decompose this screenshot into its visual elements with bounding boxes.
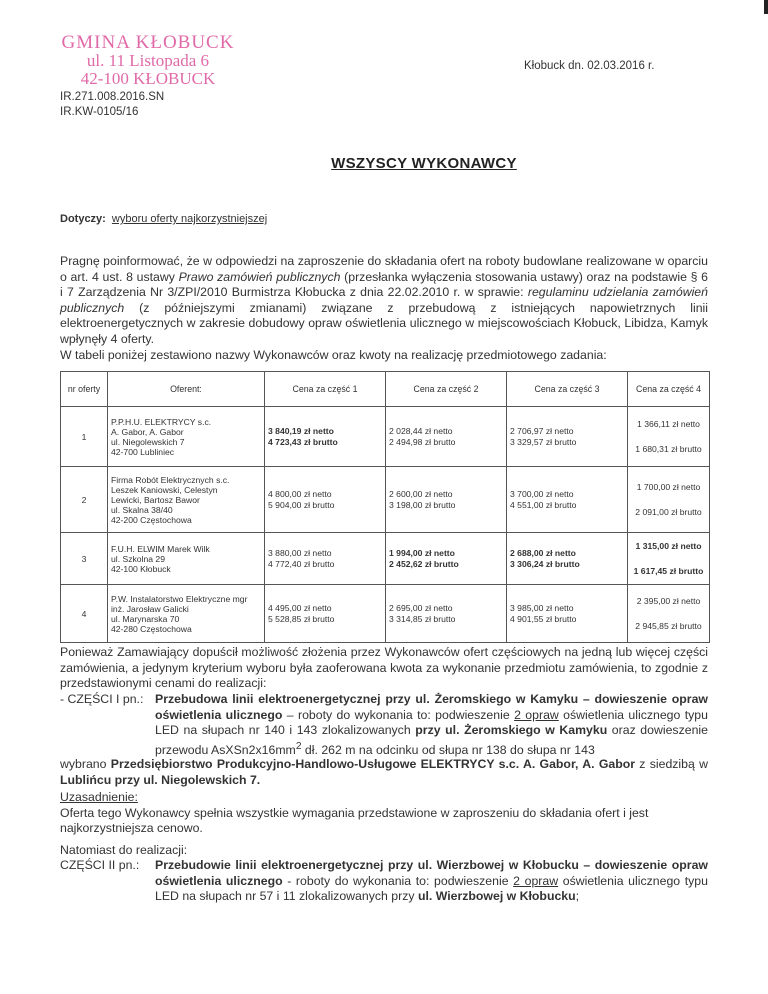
price-netto: 2 600,00 zł netto xyxy=(389,488,453,499)
offerent-line: 42-700 Lubliniec xyxy=(111,446,175,457)
part1-body xyxy=(155,692,708,758)
price-brutto: 3 198,00 zł brutto xyxy=(389,499,456,510)
selected-text-2: z siedzibą w xyxy=(635,757,708,771)
price-brutto: 3 329,57 zł brutto xyxy=(510,436,577,447)
part2-description xyxy=(60,858,708,905)
part2-text-3: ; xyxy=(575,889,580,904)
subject-value: wyboru oferty najkorzystniejszej xyxy=(111,213,268,225)
page-edge-mark xyxy=(764,0,768,14)
price-netto: 1 366,11 zł netto xyxy=(637,418,700,429)
price-brutto: 5 528,85 zł brutto xyxy=(268,613,335,624)
offerent-line: ul. Szkolna 29 xyxy=(111,553,165,564)
offerent-cell xyxy=(108,467,265,533)
reference-numbers xyxy=(60,90,164,120)
header-part4: Cena za część 4 xyxy=(628,372,710,407)
price-netto: 4 800,00 zł netto xyxy=(268,488,332,499)
offerent-line: F.U.H. ELWIM Marek Wilk xyxy=(111,543,210,554)
next-label: Natomiast do realizacji: xyxy=(60,843,188,857)
part2-lead: CZĘŚCI II pn.: xyxy=(60,858,140,872)
selected-text-1: wybrano xyxy=(60,757,111,771)
office-stamp xyxy=(48,34,248,88)
decision-paragraph: Ponieważ Zamawiający dopuścił możliwość złożenia przez Wykonawców ofert częściowych na jedną lub więcej części zamówienia, a jedynym kryterium wyboru była zaoferowana kwota za wykonanie przedmiotu zamówienia, to zgodnie z przedstawionymi cenami do realizacji: xyxy=(60,645,708,691)
offerent-line: A. Gabor, A. Gabor xyxy=(111,426,184,437)
place-date: Kłobuck dn. 02.03.2016 r. xyxy=(524,60,655,72)
part1-text-2: oświetlenia ulicznego typu LED na słupach nr 140 i 143 zlokalizowanych xyxy=(155,707,708,738)
justification xyxy=(60,790,708,837)
header-offerent: Oferent: xyxy=(108,372,265,407)
price-netto: 3 985,00 zł netto xyxy=(510,602,574,613)
header-part3: Cena za część 3 xyxy=(507,372,628,407)
table-row xyxy=(61,467,710,533)
stamp-street: ul. 11 Listopada 6 xyxy=(86,51,210,70)
price-brutto: 5 904,00 zł brutto xyxy=(268,499,335,510)
offerent-line: P.P.H.U. ELEKTRYCY s.c. xyxy=(111,416,212,427)
price-part3 xyxy=(507,533,628,585)
offerent-line: ul. Marynarska 70 xyxy=(111,613,180,624)
price-part3 xyxy=(507,407,628,467)
offerent-cell xyxy=(108,407,265,467)
selected-contractor xyxy=(60,757,708,788)
selected-address: Lublińcu przy ul. Niegolewskich 7. xyxy=(60,772,261,787)
part2-text-1: - roboty do wykonania to: podwieszenie xyxy=(282,873,514,888)
offers-table xyxy=(60,371,710,643)
header-nr: nr oferty xyxy=(61,372,108,407)
price-brutto: 4 901,55 zł brutto xyxy=(510,613,577,624)
part1-location: przy ul. Żeromskiego w Kamyku xyxy=(415,723,608,738)
price-brutto: 2 945,85 zł brutto xyxy=(635,620,702,631)
subject-label: Dotyczy: xyxy=(60,213,106,225)
price-brutto: 1 680,31 zł brutto xyxy=(635,443,702,454)
part1-superscript: 2 xyxy=(295,740,302,752)
price-brutto: 3 314,85 zł brutto xyxy=(389,613,456,624)
intro-paragraph xyxy=(60,254,708,363)
price-brutto: 4 772,40 zł brutto xyxy=(268,558,335,569)
offerent-cell xyxy=(108,585,265,643)
intro-text-3: (z późniejszymi zmianami) związane z przebudową z istniejących napowietrznych linii elektroenergetycznych w zakresie dobudowy opraw oświetlenia ulicznego w miejscowościach Kłobuck, Libidza, Kamyk wpłynęły 4 oferty. xyxy=(60,300,708,346)
price-part3 xyxy=(507,467,628,533)
reference-1: IR.271.008.2016.SN xyxy=(60,91,165,103)
price-netto: 2 028,44 zł netto xyxy=(389,425,453,436)
price-part4 xyxy=(628,533,710,585)
stamp-postal: 42-100 KŁOBUCK xyxy=(80,69,216,88)
price-brutto: 2 091,00 zł brutto xyxy=(635,506,702,517)
stamp-name: GMINA KŁOBUCK xyxy=(61,32,235,53)
intro-italic-1: Prawo zamówień publicznych xyxy=(178,269,341,284)
price-part1 xyxy=(265,585,386,643)
offerent-line: Lewicki, Bartosz Bawor xyxy=(111,494,200,505)
part1-description xyxy=(60,692,708,758)
price-part1 xyxy=(265,467,386,533)
price-netto: 1 315,00 zł netto xyxy=(635,540,702,551)
table-row xyxy=(61,407,710,467)
offerent-line: Leszek Kaniowski, Celestyn xyxy=(111,484,218,495)
subject-line xyxy=(60,213,267,225)
offerent-line: ul. Niegolewskich 7 xyxy=(111,436,185,447)
part2-text-2: oświetlenia ulicznego typu LED na słupach nr 57 i 11 zlokalizowanych przy xyxy=(155,873,708,904)
price-netto: 1 994,00 zł netto xyxy=(389,547,455,558)
price-part2 xyxy=(386,585,507,643)
justification-text: Oferta tego Wykonawcy spełnia wszystkie wymagania przedstawione w zaproszeniu do składania ofert i jest najkorzystniejsza cenowo. xyxy=(60,805,649,836)
offer-nr: 3 xyxy=(61,533,108,585)
price-netto: 2 695,00 zł netto xyxy=(389,602,453,613)
price-netto: 1 700,00 zł netto xyxy=(636,481,701,492)
part1-text-1: – roboty do wykonania to: podwieszenie xyxy=(282,707,515,722)
price-part2 xyxy=(386,407,507,467)
offerent-line: inż. Jarosław Galicki xyxy=(111,603,189,614)
header-part1: Cena za część 1 xyxy=(265,372,386,407)
part2-underlined: 2 opraw xyxy=(513,873,559,888)
price-netto: 2 706,97 zł netto xyxy=(510,425,574,436)
price-netto: 3 880,00 zł netto xyxy=(268,547,332,558)
offerent-cell xyxy=(108,533,265,585)
price-part4 xyxy=(628,467,710,533)
reference-2: IR.KW-0105/16 xyxy=(60,106,139,118)
intro-italic-2: regulaminu udzielania zamówień publicznych xyxy=(60,285,708,315)
part1-title: Przebudowa linii elektroenergetycznej przy ul. Żeromskiego w Kamyku – dowieszenie opraw oświetlenia ulicznego xyxy=(155,692,708,722)
header-part2: Cena za część 2 xyxy=(386,372,507,407)
intro-text-1: Pragnę poinformować, że w odpowiedzi na zaproszenie do składania ofert na roboty budowlane realizowane w oparciu o art. 4 ust. 8 ustawy xyxy=(60,254,708,284)
part1-underlined: 2 opraw xyxy=(514,707,559,722)
offerent-line: P.W. Instalatorstwo Elektryczne mgr xyxy=(111,593,248,604)
part1-lead: - CZĘŚCI I pn.: xyxy=(60,692,144,706)
offer-nr: 2 xyxy=(61,467,108,533)
intro-text-2: (przesłanka wyłączenia stosowania ustawy) oraz na podstawie § 6 i 7 Zarządzenia Nr 3/ZPI/2010 Burmistrza Kłobucka z dnia 22.02.2010 r. w sprawie: xyxy=(60,269,708,300)
offerent-line: 42-280 Częstochowa xyxy=(111,623,192,634)
price-brutto: 1 617,45 zł brutto xyxy=(633,565,704,576)
price-netto: 2 688,00 zł netto xyxy=(510,547,576,558)
part1-text-3: oraz dowieszenie przewodu AsXSn2x16mm xyxy=(155,723,708,757)
price-part1 xyxy=(265,533,386,585)
offer-nr: 1 xyxy=(61,407,108,467)
part2-location: ul. Wierzbowej w Kłobucku xyxy=(417,889,576,904)
part2-title: Przebudowie linii elektroenergetycznej przy ul. Wierzbowej w Kłobucku – dowieszenie opraw oświetlenia ulicznego xyxy=(155,858,708,888)
price-part4 xyxy=(628,585,710,643)
price-part2 xyxy=(386,467,507,533)
offerent-line: Firma Robót Elektrycznych s.c. xyxy=(111,474,230,485)
offer-nr: 4 xyxy=(61,585,108,643)
table-header-row xyxy=(61,372,710,407)
justification-label: Uzasadnienie: xyxy=(60,790,138,804)
selected-company: Przedsiębiorstwo Produkcyjno-Handlowo-Usługowe ELEKTRYCY s.c. A. Gabor, A. Gabor xyxy=(110,757,636,771)
price-brutto: 4 723,43 zł brutto xyxy=(268,436,338,447)
offerent-line: ul. Skalna 38/40 xyxy=(111,504,173,515)
price-brutto: 2 452,62 zł brutto xyxy=(389,558,459,569)
part1-text-4: dł. 262 m na odcinku od słupa nr 138 do słupa nr 143 xyxy=(301,742,595,757)
price-brutto: 2 494,98 zł brutto xyxy=(389,436,456,447)
price-part2 xyxy=(386,533,507,585)
table-row xyxy=(61,585,710,643)
price-part1 xyxy=(265,407,386,467)
price-netto: 2 395,00 zł netto xyxy=(636,595,701,606)
price-part3 xyxy=(507,585,628,643)
intro-text-4: W tabeli poniżej zestawiono nazwy Wykonawców oraz kwoty na realizację przedmiotowego zadania: xyxy=(60,347,607,362)
offerent-line: 42-100 Kłobuck xyxy=(111,563,171,574)
recipients-heading: WSZYSCY WYKONAWCY xyxy=(331,155,517,172)
price-part4 xyxy=(628,407,710,467)
part2-body xyxy=(155,858,708,905)
table-row xyxy=(61,533,710,585)
price-netto: 3 700,00 zł netto xyxy=(510,488,574,499)
price-brutto: 3 306,24 zł brutto xyxy=(510,558,580,569)
price-brutto: 4 551,00 zł brutto xyxy=(510,499,577,510)
price-netto: 4 495,00 zł netto xyxy=(268,602,332,613)
offerent-line: 42-200 Częstochowa xyxy=(111,514,192,525)
price-netto: 3 840,19 zł netto xyxy=(268,425,334,436)
